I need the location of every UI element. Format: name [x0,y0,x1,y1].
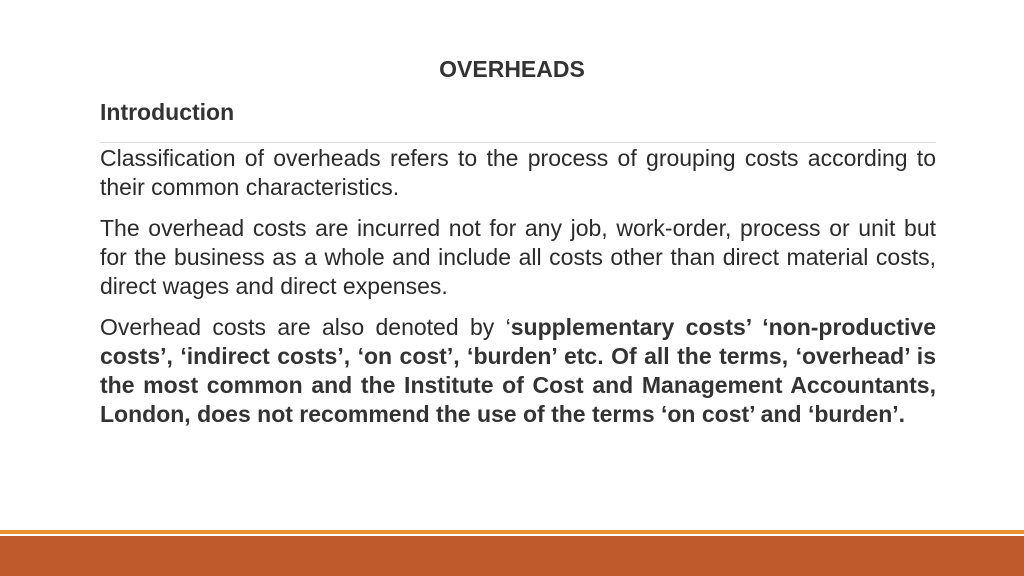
section-heading-introduction: Introduction [100,99,235,125]
paragraph-denoted-plain-text: Overhead costs are also denoted by ‘ [100,314,511,340]
footer-accent-bar [0,536,1024,576]
paragraph-classification: Classification of overheads refers to the process of grouping costs according to their common characteristics. [100,145,936,200]
paragraph-denoted-terms [100,313,936,429]
paragraph-denoted-bold-text: supplementary costs’ ‘non-productive costs’, ‘indirect costs’, ‘on cost’, ‘burden’ etc. Of all the terms, ‘overhead’ is the most common and the Institute of Cost and Management Accountants, London, does not recommend the use of the terms ‘on cost’ and ‘burden’. [100,314,936,427]
slide-body [100,144,936,441]
paragraph-overhead-costs: The overhead costs are incurred not for any job, work-order, process or unit but for the business as a whole and include all costs other than direct material costs, direct wages and direct expenses. [100,215,936,299]
footer-accent-bar-thin [0,530,1024,534]
heading-divider [100,142,936,143]
slide-title: OVERHEADS [439,56,585,82]
